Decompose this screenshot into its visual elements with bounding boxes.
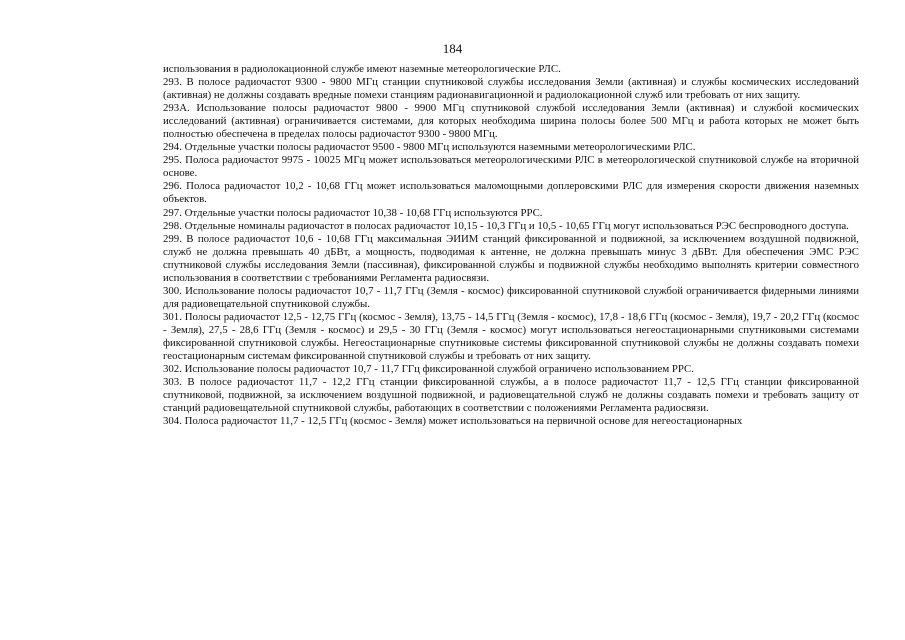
document-body: [163, 63, 859, 428]
paragraph: 299. В полосе радиочастот 10,6 - 10,68 ГГц максимальная ЭИИМ станций фиксированной и подвижной, за исключением воздушной подвижной, служб не должна превышать 40 дБВт, а мощность, подводимая к антенне, не должна превышать минус 3 дБВт. Для обеспечения ЭМС РЭС спутниковой службы исследования Земли (пассивная), фиксированной службы и подвижной службы необходимо выполнять критерии совместного использования в соответствии с требованиями Регламента радиосвязи.: [163, 232, 859, 284]
page-number: 184: [442, 41, 463, 56]
paragraph: 298. Отдельные номиналы радиочастот в полосах радиочастот 10,15 - 10,3 ГГц и 10,5 - 10,65 ГГц могут использоваться РЭС беспроводного доступа.: [163, 219, 849, 232]
paragraph: 294. Отдельные участки полосы радиочастот 9500 - 9800 МГц используются наземными метеорологическими РЛС.: [163, 141, 696, 154]
paragraph: 302. Использование полосы радиочастот 10,7 - 11,7 ГГц фиксированной службой ограничено использованием РРС.: [163, 363, 694, 376]
paragraph: 296. Полоса радиочастот 10,2 - 10,68 ГГц может использоваться маломощными доплеровскими РЛС для измерения скорости движения наземных объектов.: [163, 180, 859, 206]
paragraph: 301. Полосы радиочастот 12,5 - 12,75 ГГц (космос - Земля), 13,75 - 14,5 ГГц (Земля - космос), 17,8 - 18,6 ГГц (космос - Земля), 19,7 - 20,2 ГГц (космос - Земля), 27,5 - 28,6 ГГц (Земля - космос) и 29,5 - 30 ГГц (Земля - космос) могут использоваться негеостационарными спутниковыми системами фиксированной спутниковой службы. Негеостационарные спутниковые системы фиксированной спутниковой службы не должны создавать помехи геостационарным системам фиксированной спутниковой службы и требовать от них защиту.: [163, 310, 859, 363]
paragraph: 293. В полосе радиочастот 9300 - 9800 МГц станции спутниковой службы исследования Земли (активная) и службы космических исследований (активная) не должны создавать вредные помехи станциям радионавигационной и радиолокационной служб или требовать от них защиту.: [163, 76, 859, 102]
paragraph: 293А. Использование полосы радиочастот 9800 - 9900 МГц спутниковой службой исследования Земли (активная) и службой космических исследований (активная) ограничивается системами, для которых необходима ширина полосы более 500 МГц и работа которых не может быть полностью обеспечена в пределах полосы радиочастот 9300 - 9800 МГц.: [163, 102, 859, 141]
paragraph: 295. Полоса радиочастот 9975 - 10025 МГц может использоваться метеорологическими РЛС в метеорологической спутниковой службе на вторичной основе.: [163, 154, 859, 180]
paragraph: 304. Полоса радиочастот 11,7 - 12,5 ГГц (космос - Земля) может использоваться на первичной основе для негеостационарных: [163, 415, 743, 428]
paragraph: 303. В полосе радиочастот 11,7 - 12,2 ГГц станции фиксированной службы, а в полосе радиочастот 11,7 - 12,5 ГГц станции фиксированной спутниковой, подвижной, за исключением воздушной подвижной, и радиовещательной служб не должны создавать помехи и требовать защиту от станций радиовещательной спутниковой службы, работающих в соответствии с положениями Регламента радиосвязи.: [163, 376, 859, 415]
paragraph: 300. Использование полосы радиочастот 10,7 - 11,7 ГГц (Земля - космос) фиксированной спутниковой службой ограничивается фидерными линиями для радиовещательной спутниковой службы.: [163, 284, 859, 310]
paragraph: использования в радиолокационной службе имеют наземные метеорологические РЛС.: [163, 63, 561, 75]
paragraph: 297. Отдельные участки полосы радиочастот 10,38 - 10,68 ГГц используются РРС.: [163, 206, 543, 219]
